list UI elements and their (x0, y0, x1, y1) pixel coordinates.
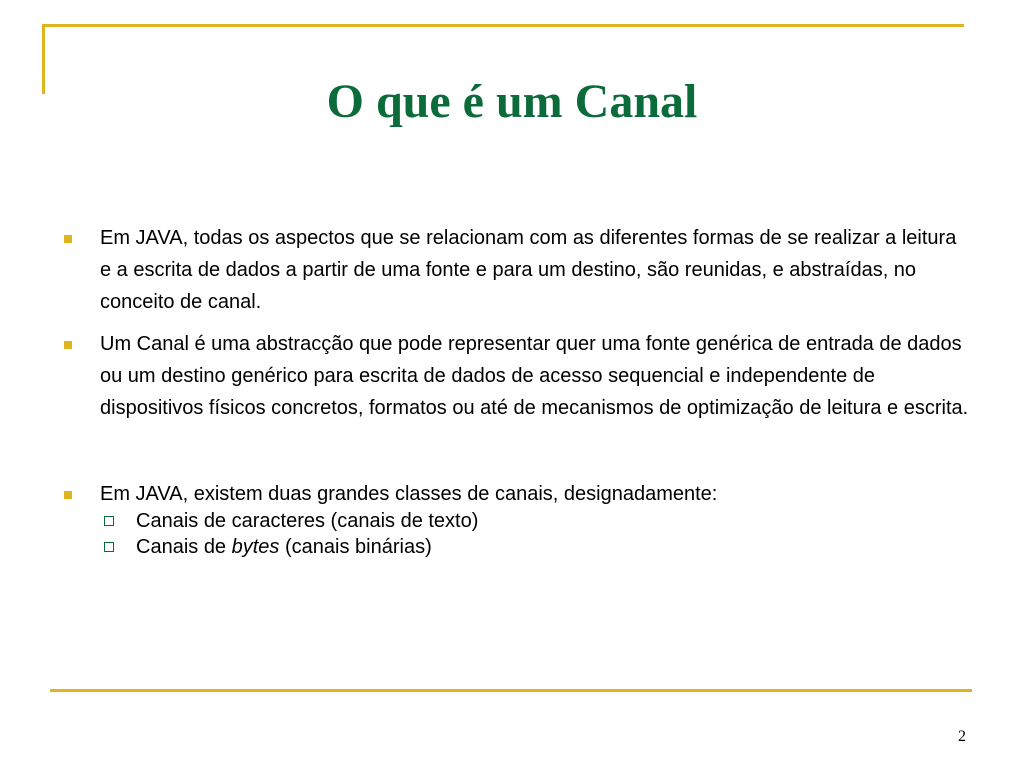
sub-bullet-item (100, 508, 970, 534)
slide-title: O que é um Canal (326, 75, 698, 128)
square-bullet-icon (64, 341, 72, 349)
bullet-item (60, 222, 970, 318)
frame-top-line (42, 24, 964, 27)
bullet-item (60, 480, 970, 508)
page-number: 2 (958, 728, 966, 745)
sub-bullet-text: Canais de caracteres (canais de texto) (136, 510, 479, 532)
sub-bullet-text-suffix: (canais binárias) (279, 536, 432, 558)
square-bullet-icon (64, 491, 72, 499)
bullet-text: Em JAVA, existem duas grandes classes de canais, designadamente: (100, 483, 718, 505)
frame-bottom-line (50, 689, 972, 692)
sub-bullet-text-prefix: Canais de (136, 536, 232, 558)
bullet-item (60, 328, 970, 424)
bullet-text: Um Canal é uma abstracção que pode representar quer uma fonte genérica de entrada de dados ou um destino genérico para escrita de dados de acesso sequencial e independente de dispositivos físicos concretos, formatos ou até de mecanismos de optimização de leitura e escrita. (100, 333, 969, 419)
bullet-text: Em JAVA, todas os aspectos que se relacionam com as diferentes formas de se realizar a leitura e a escrita de dados a partir de uma fonte e para um destino, são reunidas, e abstraídas, no conceito de canal. (100, 227, 957, 313)
hollow-square-bullet-icon (104, 516, 114, 526)
slide-body (60, 220, 970, 560)
sub-bullet-item (100, 534, 970, 560)
square-bullet-icon (64, 235, 72, 243)
sub-bullet-emphasis: bytes (231, 536, 280, 558)
hollow-square-bullet-icon (104, 542, 114, 552)
